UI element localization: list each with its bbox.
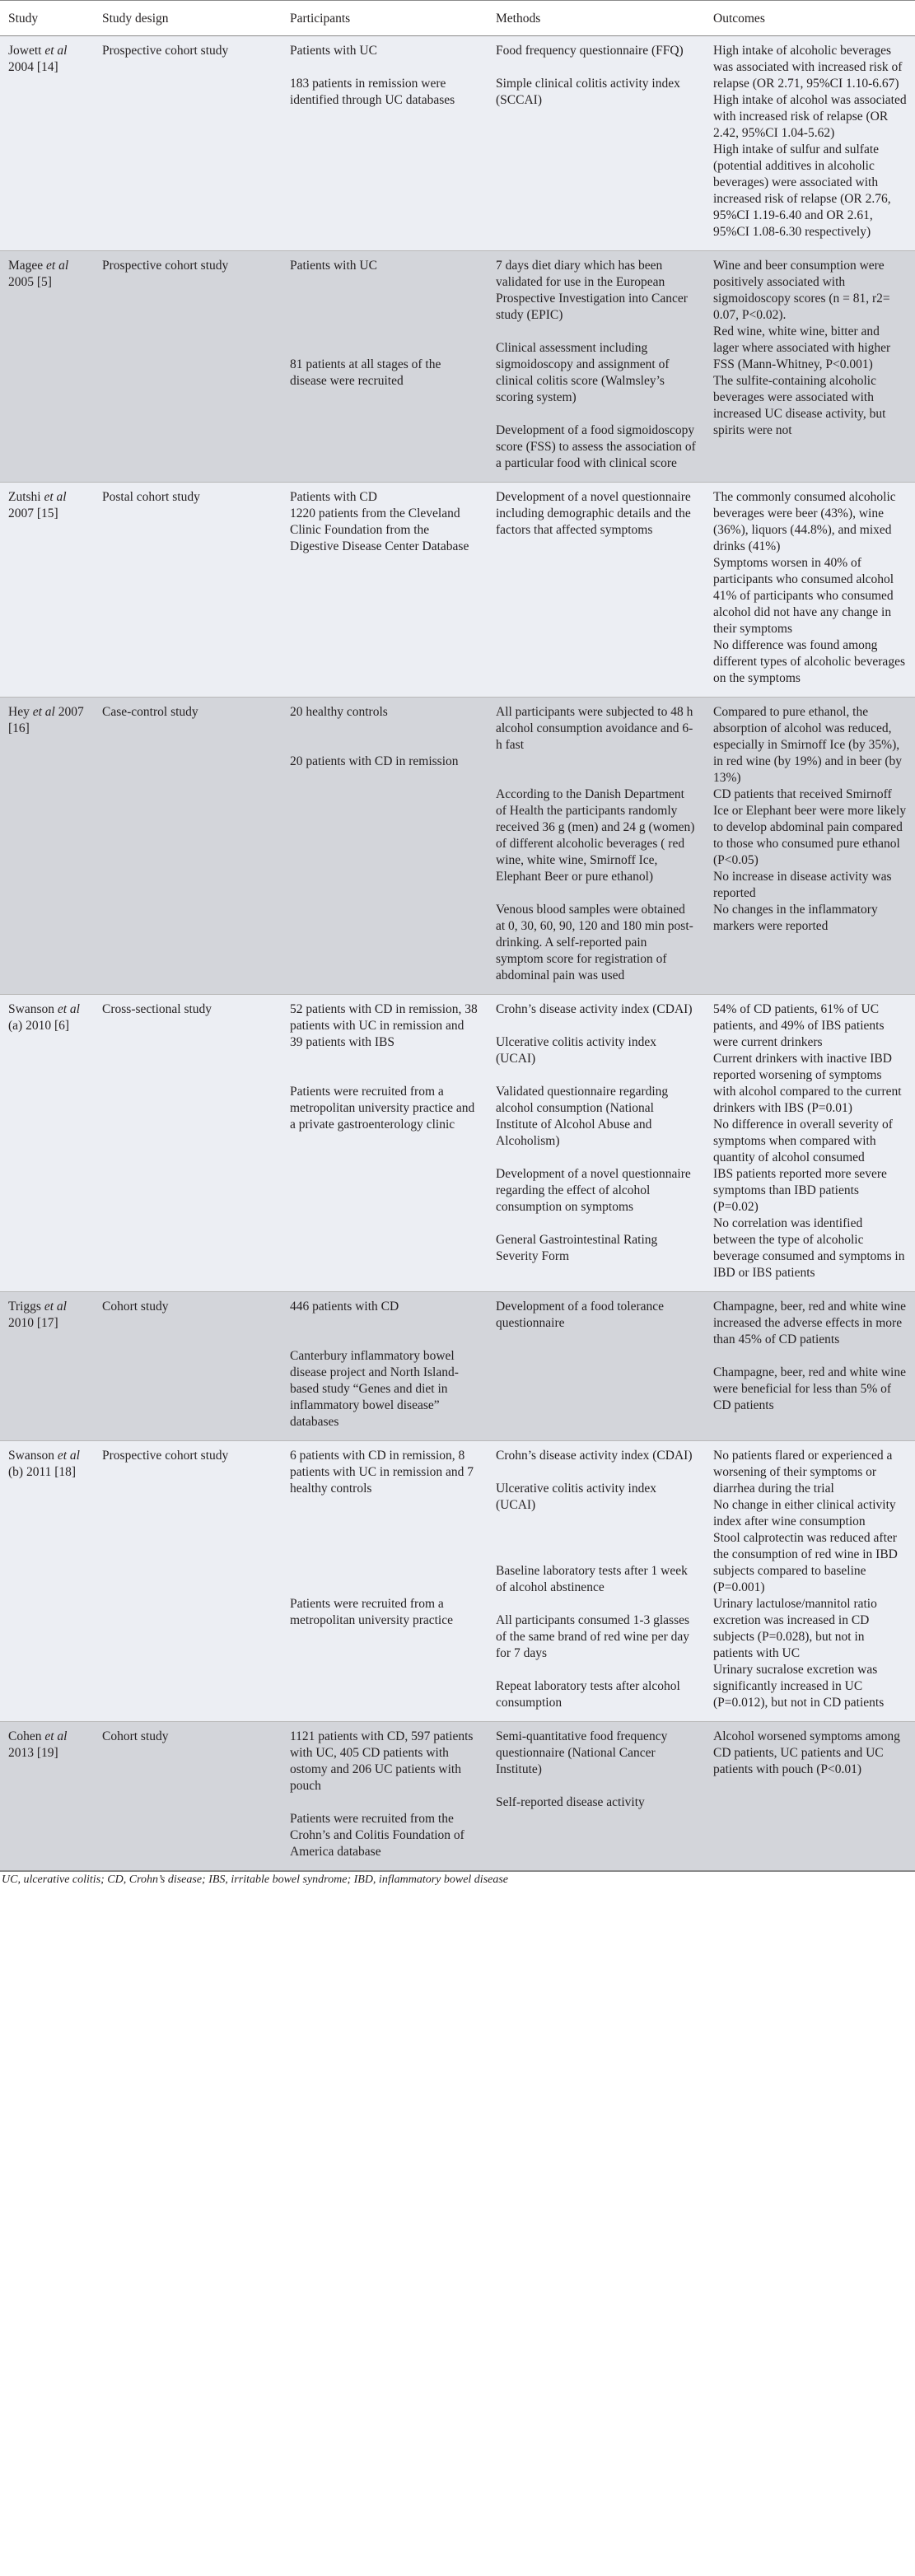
cell-study-design: Prospective cohort study — [94, 1441, 282, 1722]
cell-outcomes — [705, 251, 915, 483]
table-row — [0, 995, 915, 1292]
outcomes-paragraph: No changes in the inflammatory markers were reported — [713, 903, 878, 933]
methods-paragraph: Repeat laboratory tests after alcohol consumption — [496, 1679, 680, 1710]
table-row — [0, 1441, 915, 1722]
outcomes-paragraph: CD patients that received Smirnoff Ice or Elephant beer were more likely to develop abdominal pain compared to those who consumed pure ethanol (P<0.05) — [713, 787, 907, 867]
study-author: Swanson — [8, 1002, 54, 1016]
study-year-ref: 2007 [16] — [8, 705, 84, 735]
study-year-ref: 2010 [17] — [8, 1316, 58, 1330]
cell-outcomes — [705, 36, 915, 251]
participants-paragraph: 183 patients in remission were identified through UC databases — [290, 77, 455, 107]
cell-study — [0, 483, 94, 698]
study-year-ref: 2004 [14] — [8, 60, 58, 74]
outcomes-paragraph: Red wine, white wine, bitter and lager where associated with higher FSS (Mann-Whitney, P<0.001) — [713, 324, 891, 371]
outcomes-paragraph: Compared to pure ethanol, the absorption of alcohol was reduced, especially in Smirnoff Ice (by 35%), in red wine (by 19%) and in beer (by 13%) — [713, 705, 902, 785]
cell-study — [0, 36, 94, 251]
cell-study-design: Cohort study — [94, 1722, 282, 1871]
outcomes-paragraph: No correlation was identified between the type of alcoholic beverage consumed and symptoms in IBD or IBS patients — [713, 1216, 905, 1280]
methods-paragraph: All participants consumed 1-3 glasses of the same brand of red wine per day for 7 days — [496, 1613, 690, 1660]
cell-study-design: Prospective cohort study — [94, 251, 282, 483]
table-row — [0, 1722, 915, 1871]
cell-methods — [488, 1292, 705, 1441]
table-footnote: UC, ulcerative colitis; CD, Crohn’s disease; IBS, irritable bowel syndrome; IBD, inflammatory bowel disease — [0, 1871, 915, 1888]
table-row — [0, 251, 915, 483]
methods-paragraph: Baseline laboratory tests after 1 week of alcohol abstinence — [496, 1564, 688, 1594]
header-methods: Methods — [488, 1, 705, 36]
participants-paragraph: 446 patients with CD — [290, 1300, 399, 1314]
outcomes-paragraph: The sulfite-containing alcoholic beverages were associated with increased UC disease activity, but spirits were not — [713, 374, 886, 437]
participants-paragraph: 52 patients with CD in remission, 38 patients with UC in remission and 39 patients with IBS — [290, 1002, 478, 1049]
study-et-al: et al — [44, 1300, 67, 1314]
study-author: Zutshi — [8, 490, 41, 504]
header-row — [0, 1, 915, 36]
participants-paragraph: Patients with UC — [290, 44, 377, 58]
study-author: Jowett — [8, 44, 42, 58]
methods-paragraph: Crohn’s disease activity index (CDAI) — [496, 1002, 693, 1016]
outcomes-paragraph: Alcohol worsened symptoms among CD patients, UC patients and UC patients with pouch (P<0.01) — [713, 1729, 900, 1776]
participants-paragraph: Patients with CD — [290, 490, 377, 504]
outcomes-paragraph: No difference was found among different types of alcoholic beverages on the symptoms — [713, 638, 905, 685]
outcomes-paragraph: No patients flared or experienced a worsening of their symptoms or diarrhea during the trial — [713, 1449, 893, 1496]
methods-paragraph: Development of a novel questionnaire regarding the effect of alcohol consumption on symptoms — [496, 1167, 691, 1214]
outcomes-paragraph: IBS patients reported more severe symptoms than IBD patients (P=0.02) — [713, 1167, 887, 1214]
methods-paragraph: All participants were subjected to 48 h alcohol consumption avoidance and 6-h fast — [496, 705, 693, 752]
cell-methods — [488, 1441, 705, 1722]
study-author: Cohen — [8, 1729, 42, 1743]
study-et-al: et al — [57, 1002, 80, 1016]
study-et-al: et al — [57, 1449, 80, 1463]
cell-methods — [488, 251, 705, 483]
cell-participants — [282, 36, 488, 251]
study-author: Hey — [8, 705, 30, 719]
study-author: Swanson — [8, 1449, 54, 1463]
participants-paragraph: 20 healthy controls — [290, 705, 388, 719]
study-et-al: et al — [44, 490, 67, 504]
outcomes-paragraph: Stool calprotectin was reduced after the consumption of red wine in IBD subjects compared to baseline (P=0.001) — [713, 1531, 898, 1594]
methods-paragraph: General Gastrointestinal Rating Severity Form — [496, 1233, 658, 1263]
header-outcomes: Outcomes — [705, 1, 915, 36]
study-et-al: et al — [32, 705, 55, 719]
cell-study — [0, 1722, 94, 1871]
study-year-ref: 2007 [15] — [8, 506, 58, 520]
methods-paragraph: Venous blood samples were obtained at 0, 30, 60, 90, 120 and 180 min post-drinking. A self-reported pain symptom score for registration of abdominal pain was used — [496, 903, 693, 982]
methods-paragraph: Development of a food sigmoidoscopy score (FSS) to assess the association of a particular food with clinical score — [496, 423, 696, 470]
cell-methods — [488, 995, 705, 1292]
outcomes-paragraph: Current drinkers with inactive IBD reported worsening of symptoms with alcohol compared to the current drinkers with IBS (P=0.01) — [713, 1052, 902, 1115]
table-row — [0, 698, 915, 995]
table-row — [0, 483, 915, 698]
outcomes-paragraph: Champagne, beer, red and white wine increased the adverse effects in more than 45% of CD patients — [713, 1300, 906, 1346]
cell-outcomes — [705, 995, 915, 1292]
study-year-ref: 2005 [5] — [8, 275, 52, 289]
methods-paragraph: Semi-quantitative food frequency questionnaire (National Cancer Institute) — [496, 1729, 668, 1776]
outcomes-paragraph: Symptoms worsen in 40% of participants who consumed alcohol — [713, 556, 894, 586]
study-et-al: et al — [46, 259, 69, 273]
header-study: Study — [0, 1, 94, 36]
participants-paragraph: Patients were recruited from a metropolitan university practice — [290, 1597, 453, 1627]
header-study-design: Study design — [94, 1, 282, 36]
table-row — [0, 1292, 915, 1441]
study-et-al: et al — [44, 44, 68, 58]
participants-paragraph: Patients were recruited from the Crohn’s and Colitis Foundation of America database — [290, 1812, 465, 1859]
methods-paragraph: Crohn’s disease activity index (CDAI) — [496, 1449, 693, 1463]
outcomes-paragraph: 41% of participants who consumed alcohol did not have any change in their symptoms — [713, 589, 894, 636]
participants-paragraph: 1121 patients with CD, 597 patients with UC, 405 CD patients with ostomy and 206 UC patients with pouch — [290, 1729, 474, 1793]
participants-paragraph: Canterbury inflammatory bowel disease project and North Island-based study “Genes and diet in inflammatory bowel disease” databases — [290, 1349, 459, 1429]
methods-paragraph: According to the Danish Department of Health the participants randomly received 36 g (men) and 24 g (women) of different alcoholic beverages ( red wine, white wine, Smirnoff Ice, Elephant Beer or pure ethanol) — [496, 787, 695, 884]
outcomes-paragraph: No change in either clinical activity index after wine consumption — [713, 1498, 896, 1528]
cell-methods — [488, 36, 705, 251]
cell-participants — [282, 1722, 488, 1871]
study-year-ref: (a) 2010 [6] — [8, 1019, 70, 1033]
cell-study-design: Postal cohort study — [94, 483, 282, 698]
cell-study-design: Cohort study — [94, 1292, 282, 1441]
methods-paragraph: Clinical assessment including sigmoidoscopy and assignment of clinical colitis score (Walmsley’s scoring system) — [496, 341, 670, 404]
cell-study — [0, 251, 94, 483]
study-year-ref: 2013 [19] — [8, 1746, 58, 1760]
study-et-al: et al — [44, 1729, 68, 1743]
cell-outcomes — [705, 1441, 915, 1722]
outcomes-paragraph: Wine and beer consumption were positively associated with sigmoidoscopy scores (n = 81, r2= 0.07, P<0.02). — [713, 259, 890, 322]
study-author: Magee — [8, 259, 44, 273]
participants-paragraph: 20 patients with CD in remission — [290, 754, 459, 768]
cell-participants — [282, 1441, 488, 1722]
methods-paragraph: Validated questionnaire regarding alcohol consumption (National Institute of Alcohol Abuse and Alcoholism) — [496, 1085, 669, 1148]
methods-paragraph: Simple clinical colitis activity index (SCCAI) — [496, 77, 680, 107]
cell-participants — [282, 995, 488, 1292]
participants-paragraph: 81 patients at all stages of the disease were recruited — [290, 357, 441, 388]
study-author: Triggs — [8, 1300, 41, 1314]
methods-paragraph: Development of a food tolerance questionnaire — [496, 1300, 664, 1330]
cell-study-design: Case-control study — [94, 698, 282, 995]
table-row — [0, 36, 915, 251]
cell-study — [0, 1441, 94, 1722]
outcomes-paragraph: The commonly consumed alcoholic beverages were beer (43%), wine (36%), liquors (44.8%), and mixed drinks (41%) — [713, 490, 896, 553]
outcomes-paragraph: 54% of CD patients, 61% of UC patients, and 49% of IBS patients were current drinkers — [713, 1002, 885, 1049]
cell-outcomes — [705, 483, 915, 698]
header-participants: Participants — [282, 1, 488, 36]
cell-study — [0, 995, 94, 1292]
outcomes-paragraph: Urinary sucralose excretion was significantly increased in UC (P=0.012), but not in CD patients — [713, 1663, 885, 1710]
participants-paragraph: Patients were recruited from a metropolitan university practice and a private gastroenterology clinic — [290, 1085, 475, 1132]
participants-paragraph: 6 patients with CD in remission, 8 patients with UC in remission and 7 healthy controls — [290, 1449, 474, 1496]
outcomes-paragraph: High intake of alcohol was associated with increased risk of relapse (OR 2.42, 95%CI 1.04-5.62) — [713, 93, 907, 140]
cell-participants — [282, 1292, 488, 1441]
cell-study — [0, 698, 94, 995]
cell-outcomes — [705, 1292, 915, 1441]
methods-paragraph: Development of a novel questionnaire including demographic details and the factors that affected symptoms — [496, 490, 691, 537]
cell-outcomes — [705, 698, 915, 995]
outcomes-paragraph: Champagne, beer, red and white wine were beneficial for less than 5% of CD patients — [713, 1365, 906, 1412]
cell-study-design: Prospective cohort study — [94, 36, 282, 251]
cell-participants — [282, 483, 488, 698]
participants-paragraph: 1220 patients from the Cleveland Clinic Foundation from the Digestive Disease Center Database — [290, 506, 469, 553]
cell-methods — [488, 698, 705, 995]
methods-paragraph: 7 days diet diary which has been validated for use in the European Prospective Investigation into Cancer study (EPIC) — [496, 259, 688, 322]
cell-study — [0, 1292, 94, 1441]
methods-paragraph: Ulcerative colitis activity index (UCAI) — [496, 1035, 656, 1066]
cell-participants — [282, 698, 488, 995]
cell-methods — [488, 1722, 705, 1871]
outcomes-paragraph: High intake of sulfur and sulfate (potential additives in alcoholic beverages) were associated with increased risk of relapse (OR 2.76, 95%CI 1.19-6.40 and OR 2.61, 95%CI 1.08-6.30 respectively) — [713, 142, 891, 239]
cell-methods — [488, 483, 705, 698]
outcomes-paragraph: No difference in overall severity of symptoms when compared with quantity of alcohol consumed — [713, 1118, 893, 1164]
methods-paragraph: Ulcerative colitis activity index (UCAI) — [496, 1482, 656, 1512]
cell-study-design: Cross-sectional study — [94, 995, 282, 1292]
study-year-ref: (b) 2011 [18] — [8, 1465, 77, 1479]
outcomes-paragraph: Urinary lactulose/mannitol ratio excretion was increased in CD subjects (P=0.028), but not in patients with UC — [713, 1597, 877, 1660]
participants-paragraph: Patients with UC — [290, 259, 377, 273]
outcomes-paragraph: High intake of alcoholic beverages was associated with increased risk of relapse (OR 2.71, 95%CI 1.10-6.67) — [713, 44, 903, 91]
methods-paragraph: Food frequency questionnaire (FFQ) — [496, 44, 684, 58]
outcomes-paragraph: No increase in disease activity was reported — [713, 870, 892, 900]
cell-participants — [282, 251, 488, 483]
table-body — [0, 36, 915, 1871]
methods-paragraph: Self-reported disease activity — [496, 1795, 645, 1809]
cell-outcomes — [705, 1722, 915, 1871]
